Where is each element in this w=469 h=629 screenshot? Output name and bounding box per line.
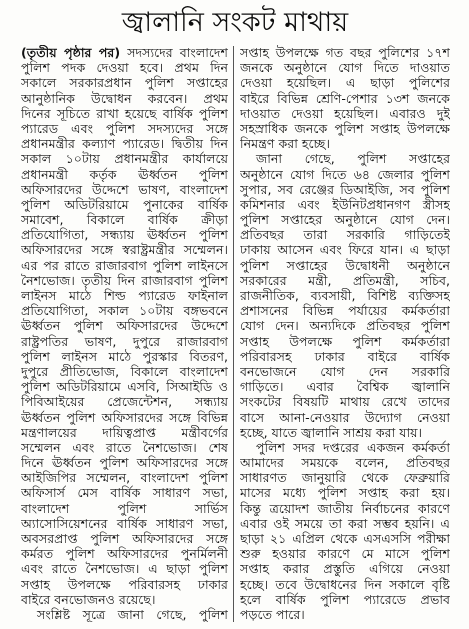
continuation-label: (তৃতীয় পৃষ্ঠার পর) bbox=[21, 45, 121, 60]
text-line: পুলিশ পদক দেওয়া হবে। প্রথম দিন bbox=[21, 60, 228, 76]
text-line: বাসে আনা-নেওয়ার উদ্যোগ নেওয়া bbox=[240, 409, 450, 425]
text-line: শুরু হওয়ার কারণে মে মাসে পুলিশ bbox=[240, 546, 450, 562]
text-line: দিনে ঊর্ধ্বতন পুলিশ অফিসারদের সঙ্গে bbox=[21, 455, 228, 471]
text-line: গাড়িতে। এবার বৈশ্বিক জ্বালানি bbox=[240, 379, 450, 395]
text-line: আমাদের সময়কে বলেন, প্রতিবছর bbox=[240, 455, 450, 471]
text-line: নৈশভোজ। তৃতীয় দিন রাজারবাগ পুলিশ bbox=[21, 272, 228, 288]
text-line: পড়তে পারে। bbox=[240, 606, 305, 622]
text-line: অফিসার্স মেস বার্ষিক সাধারণ সভা, bbox=[21, 485, 228, 501]
text-line: ঊর্ধ্বতন পুলিশ অফিসারদের উদ্দেশে bbox=[21, 318, 228, 334]
text-line: সকালে সরকারপ্রধান পুলিশ সপ্তাহের bbox=[21, 75, 228, 91]
text-line: জনকে অনুষ্ঠানে যোগ দিতে দাওয়াত bbox=[240, 60, 450, 76]
text-line: কর্মরত পুলিশ অফিসারদের পুনর্মিলনী bbox=[21, 546, 228, 562]
text-line: দুপুরে প্রীতিভোজ, বিকালে বাংলাদেশ bbox=[21, 363, 228, 379]
text-line: এর পর রাতে রাজারবাগ পুলিশ লাইনসে bbox=[21, 257, 228, 273]
text-line: পিবিআইয়ের প্রেজেন্টেশন, সন্ধ্যায় bbox=[21, 394, 228, 410]
text-line: প্রতিযোগিতা, সকাল ১০টায় বঙ্গভবনে bbox=[21, 303, 228, 319]
text-line: সম্মেলন এবং রাতে নৈশভোজ। শেষ bbox=[21, 439, 228, 455]
text-line: পুলিশ লাইনস মাঠে পুরস্কার বিতরণ, bbox=[21, 348, 228, 364]
text-line: দেওয়া হয়েছিল। এ ছাড়া পুলিশের bbox=[240, 75, 450, 91]
text-line: হচ্ছে। তবে উদ্বোধনের দিন সকালে বৃষ্টি bbox=[240, 576, 450, 592]
text-line: পুলিশ অডিটরিয়ামে এসবি, সিআইডি ও bbox=[21, 379, 228, 395]
text-line: আনুষ্ঠানিক উদ্বোধন করবেন। প্রথম bbox=[21, 90, 228, 106]
text-line: পুলিশ অডিটরিয়ামে পুনাকের বার্ষিক bbox=[21, 196, 228, 212]
column-right bbox=[240, 45, 450, 622]
text-line: জানা গেছে, পুলিশ সপ্তাহের bbox=[256, 151, 450, 167]
text-line: পরিবারসহ ঢাকার বাইরে বার্ষিক bbox=[240, 348, 450, 364]
text-line: পুলিশ সদর দপ্তরের একজন কর্মকর্তা bbox=[256, 439, 450, 455]
text-line: অফিসারদের সঙ্গে স্বরাষ্ট্রমন্ত্রীর সম্মেলন। bbox=[21, 242, 228, 258]
text-line: সাধারণত জানুয়ারি থেকে ফেব্রুয়ারি bbox=[240, 470, 450, 486]
text-line: যোগ দেন। অন্যদিকে প্রতিবছর পুলিশ bbox=[240, 318, 450, 334]
text-line: বাংলাদেশ পুলিশ সার্ভিস bbox=[21, 500, 228, 516]
text-line: মন্ত্রণালয়ের দায়িত্বপ্রাপ্ত মন্ত্রীবর্গের bbox=[21, 424, 228, 440]
text-line bbox=[21, 45, 228, 60]
text-line: ঊর্ধ্বতন পুলিশ অফিসারদের সঙ্গে বিভিন্ন bbox=[21, 409, 228, 425]
text-line: কিন্তু ত্রয়োদশ জাতীয় নির্বাচনের কারণে bbox=[240, 500, 450, 516]
text-line: লাইনস মাঠে শিল্ড প্যারেড ফাইনাল bbox=[21, 288, 228, 303]
text-line: ঢাকায় আসেন এবং ফিরে যান। এ ছাড়া bbox=[240, 242, 450, 258]
text-line: সপ্তাহ উপলক্ষে পরিবারসহ ঢাকার bbox=[21, 576, 228, 592]
text-line: দিনের সূচিতে রাখা হয়েছে বার্ষিক পুলিশ bbox=[21, 105, 228, 121]
text-line: সকাল ১০টায় প্রধানমন্ত্রীর কার্যালয়ে bbox=[21, 151, 228, 167]
text-line: রাজনীতিক, ব্যবসায়ী, বিশিষ্ট ব্যক্তিসহ bbox=[240, 288, 450, 303]
text-line: পুলিশ সপ্তাহের অনুষ্ঠানে যোগ দেন। bbox=[240, 212, 450, 228]
text-line: প্রধানমন্ত্রী কর্তৃক ঊর্ধ্বতন পুলিশ bbox=[21, 166, 228, 182]
text-line: বনভোজনে যোগ দেন সরকারি bbox=[240, 363, 450, 379]
text-line: সংকটের বিষয়টি মাথায় রেখে তাদের bbox=[240, 394, 450, 410]
text-line: সপ্তাহ উপলক্ষে গত বছর পুলিশের ১৭শ bbox=[240, 45, 450, 60]
column-divider bbox=[233, 46, 234, 622]
text-line: অফিসারদের উদ্দেশে ভাষণ, বাংলাদেশ bbox=[21, 181, 228, 197]
text-line: প্রশাসনের বিভিন্ন পর্যায়ের কর্মকর্তারা bbox=[240, 303, 450, 319]
text-line: পুলিশ সপ্তাহের উদ্বোধনী অনুষ্ঠানে bbox=[240, 257, 450, 273]
text-line: অনুষ্ঠানে যোগ দিতে ৬৪ জেলার পুলিশ bbox=[240, 166, 450, 182]
text-line: মাসের মধ্যে পুলিশ সপ্তাহ করা হয়। bbox=[240, 485, 450, 501]
text-line: রাষ্ট্রপতির ভাষণ, দুপুরে রাজারবাগ bbox=[21, 333, 228, 349]
text-line: অ্যাসোসিয়েশনের বার্ষিক সাধারণ সভা, bbox=[21, 515, 228, 531]
text-line: সহস্রাধিক জনকে পুলিশ সপ্তাহ উপলক্ষে bbox=[240, 120, 450, 136]
text-line: আইজিপির সম্মেলন, বাংলাদেশ পুলিশ bbox=[21, 470, 228, 486]
text-line: বাইরে বিভিন্ন শ্রেণি-পেশার ১৩শ জনকে bbox=[240, 90, 450, 106]
text-line: সমাবেশ, বিকালে বার্ষিক ক্রীড়া bbox=[21, 212, 228, 228]
text-run: সদস্যদের বাংলাদেশ bbox=[127, 45, 228, 60]
text-line: প্রতিযোগিতা, সন্ধ্যায় ঊর্ধ্বতন পুলিশ bbox=[21, 227, 228, 243]
text-line: অবসরপ্রাপ্ত পুলিশ অফিসারদের সঙ্গে bbox=[21, 531, 228, 546]
text-line: নিমন্ত্রণ করা হচ্ছে। bbox=[240, 136, 330, 152]
text-line: হলে বার্ষিক পুলিশ প্যারেডে প্রভাব bbox=[240, 591, 450, 607]
text-line: সংশ্লিষ্ট সূত্রে জানা গেছে, পুলিশ bbox=[37, 606, 228, 622]
text-line: প্যারেড এবং পুলিশ সদস্যদের সঙ্গে bbox=[21, 120, 228, 136]
text-line: এবার ওই সময়ে তা করা সম্ভব হয়নি। এ bbox=[240, 515, 450, 531]
text-line: বাইরে বনভোজনও রয়েছে। bbox=[21, 591, 156, 607]
text-line: ছাড়া ২১ এপ্রিল থেকে এসএসসি পরীক্ষা bbox=[240, 531, 450, 546]
text-line: সরকারের মন্ত্রী, প্রতিমন্ত্রী, সচিব, bbox=[240, 272, 450, 288]
text-line: প্রধানমন্ত্রীর কল্যাণ প্যারেড। দ্বিতীয় দিন bbox=[21, 136, 228, 152]
text-line: হচ্ছে, যাতে জ্বালানি সাশ্রয় করা যায়। bbox=[240, 424, 423, 440]
column-left bbox=[21, 45, 228, 622]
text-line: দাওয়াত দেওয়া হয়েছিল। এবারও দুই bbox=[240, 105, 450, 121]
text-line: সপ্তাহ করার প্রস্তুতি এগিয়ে নেওয়া bbox=[240, 561, 450, 577]
text-line: এবং রাতে নৈশভোজ। এ ছাড়া পুলিশ bbox=[21, 561, 228, 577]
text-line: প্রতিবছর তারা সরকারি গাড়িতেই bbox=[240, 227, 450, 243]
headline: জ্বালানি সংকট মাথায় bbox=[121, 7, 349, 38]
text-line: সুপার, সব রেঞ্জের ডিআইজি, সব পুলিশ bbox=[240, 181, 450, 197]
text-line: সপ্তাহ উপলক্ষে পুলিশ কর্মকর্তারা bbox=[240, 333, 450, 349]
text-line: কমিশনার এবং ইউনিটপ্রধানগণ স্ত্রীসহ bbox=[240, 196, 450, 212]
